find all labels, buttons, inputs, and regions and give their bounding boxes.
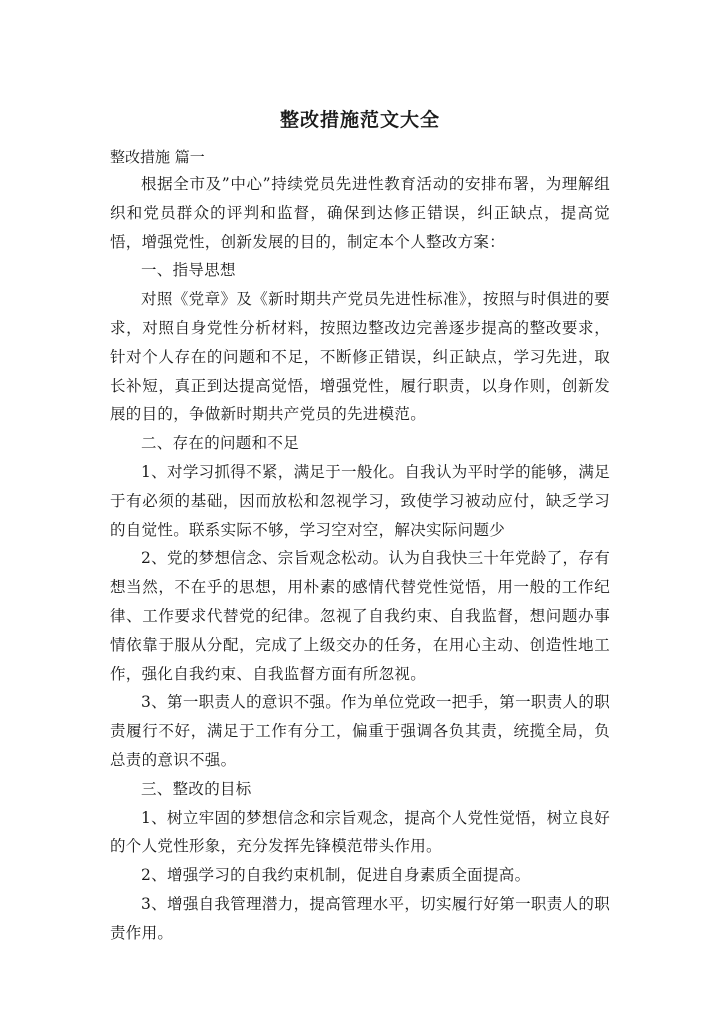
problem-item: 2、党的梦想信念、宗旨观念松动。认为自我快三十年党龄了，存有想当然，不在乎的思想，用朴素的感情代替党性觉悟，用一般的工作纪律、工作要求代替党的纪律。忽视了自我约束、自我监督，想问题办事情依靠于服从分配，完成了上级交办的任务，在用心主动、创造性地工作，强化自我约束、自我监督方面有所忽视。: [110, 549, 610, 683]
problem-item: 3、第一职责人的意识不强。作为单位党政一把手，第一职责人的职责履行不好，满足于工作有分工，偏重于强调各负其责，统揽全局，负总责的意识不强。: [110, 693, 610, 769]
section-heading-guiding-ideology: 一、指导思想: [141, 261, 236, 280]
goal-item: 3、增强自我管理潜力，提高管理水平，切实履行好第一职责人的职责作用。: [110, 894, 610, 942]
goal-item: 1、树立牢固的梦想信念和宗旨观念，提高个人党性觉悟，树立良好的个人党性形象，充分发挥先锋模范带头作用。: [110, 808, 610, 856]
goal-item: 2、增强学习的自我约束机制，促进自身素质全面提高。: [141, 866, 531, 885]
guiding-ideology-paragraph: 对照《党章》及《新时期共产党员先进性标准》，按照与时俱进的要求，对照自身党性分析材料，按照边整改边完善逐步提高的整改要求，针对个人存在的问题和不足，不断修正错误，纠正缺点，学习先进，取长补短，真正到达提高觉悟，增强党性，履行职责，以身作则，创新发展的目的，争做新时期共产党员的先进模范。: [110, 290, 610, 424]
problem-item: 1、对学习抓得不紧，满足于一般化。自我认为平时学的能够，满足于有必须的基础，因而放松和忽视学习，致使学习被动应付，缺乏学习的自觉性。联系实际不够，学习空对空，解决实际问题少: [110, 462, 610, 539]
section-heading-goals: 三、整改的目标: [141, 779, 252, 798]
document-subtitle: 整改措施 篇一: [110, 148, 205, 166]
document-title: 整改措施范文大全: [279, 109, 440, 131]
section-heading-problems: 二、存在的问题和不足: [141, 434, 300, 453]
intro-paragraph: 根据全市及”中心”持续党员先进性教育活动的安排布署，为理解组织和党员群众的评判和监督，确保到达修正错误，纠正缺点，提高觉悟，增强党性，创新发展的目的，制定本个人整改方案：: [110, 175, 610, 251]
